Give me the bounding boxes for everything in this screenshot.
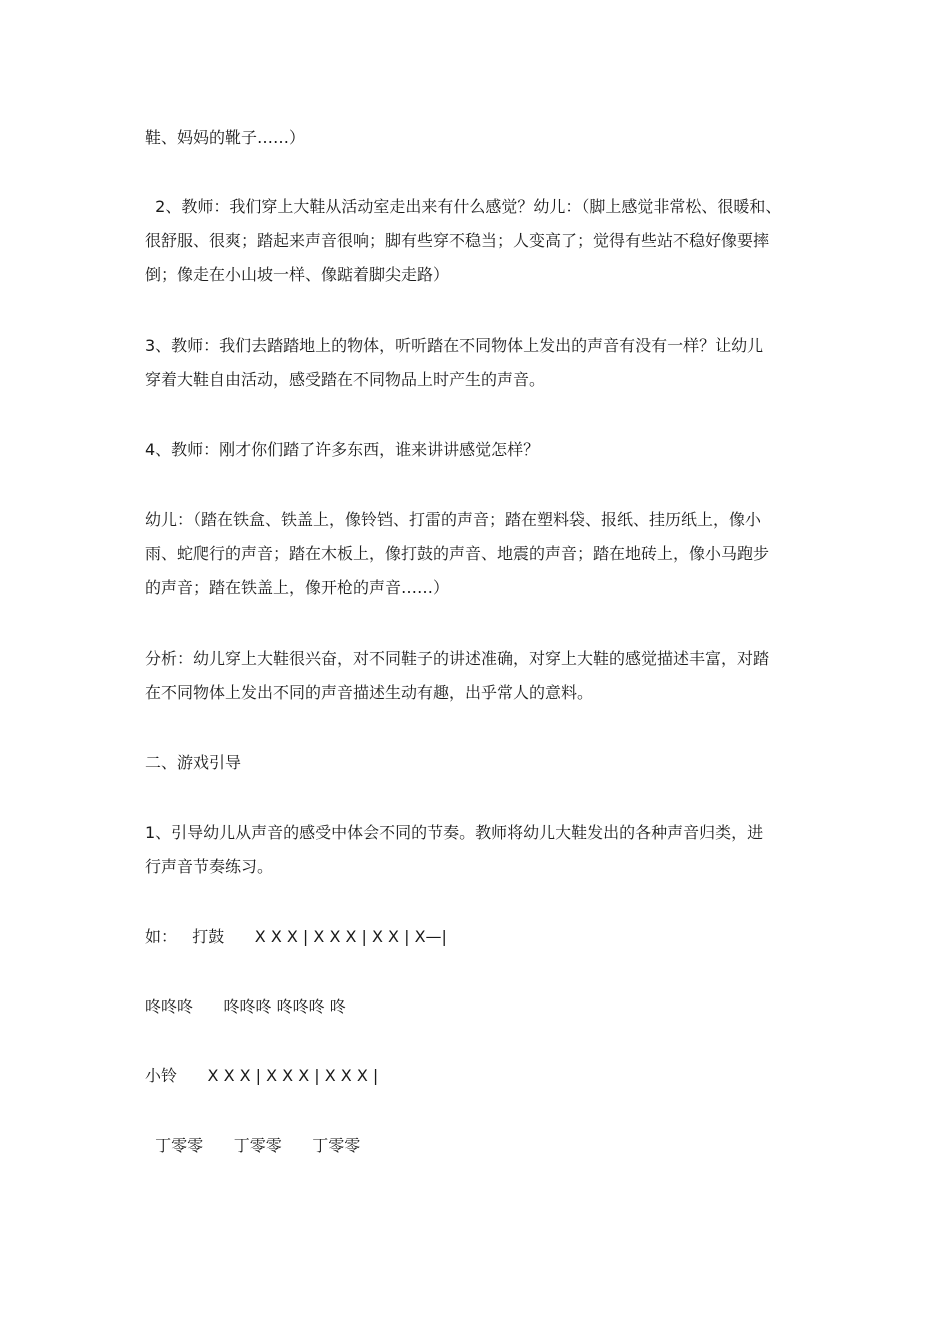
text-line: 3、教师：我们去踏踏地上的物体，听听踏在不同物体上发出的声音有没有一样？让幼儿 [145, 336, 764, 355]
text-line: 二、游戏引导 [145, 753, 242, 772]
paragraph-children-answers [145, 503, 825, 605]
text-line: 很舒服、很爽；踏起来声音很响；脚有些穿不稳当；人变高了；觉得有些站不稳好像要摔 [145, 231, 770, 250]
paragraph-teacher-question-3 [145, 329, 825, 397]
text-line: 倒；像走在小山坡一样、像踮着脚尖走路） [145, 265, 450, 284]
text-line: 穿着大鞋自由活动，感受踏在不同物品上时产生的声音。 [145, 370, 546, 389]
section-heading-game-guide [145, 746, 825, 780]
text-line: 咚咚咚 咚咚咚 咚咚咚 咚 [145, 997, 346, 1016]
rhythm-drum-sound [145, 990, 825, 1024]
text-line: 雨、蛇爬行的声音；踏在木板上，像打鼓的声音、地震的声音；踏在地砖上，像小马跑步 [145, 544, 770, 563]
text-line: 在不同物体上发出不同的声音描述生动有趣，出乎常人的意料。 [145, 683, 594, 702]
paragraph-shoes-continuation [145, 121, 825, 155]
paragraph-teacher-question-4 [145, 433, 825, 467]
text-line: 如： 打鼓 X X X | X X X | X X | X—| [145, 927, 447, 946]
text-line: 丁零零 丁零零 丁零零 [145, 1136, 361, 1155]
rhythm-bell-sound [145, 1129, 825, 1163]
paragraph-rhythm-guide [145, 816, 825, 884]
text-line: 1、引导幼儿从声音的感受中体会不同的节奏。教师将幼儿大鞋发出的各种声音归类，进 [145, 823, 764, 842]
paragraph-analysis [145, 642, 825, 710]
text-line: 鞋、妈妈的靴子……） [145, 128, 306, 147]
text-line: 4、教师：刚才你们踏了许多东西，谁来讲讲感觉怎样？ [145, 440, 540, 459]
text-line: 幼儿：（踏在铁盒、铁盖上，像铃铛、打雷的声音；踏在塑料袋、报纸、挂历纸上，像小 [145, 510, 762, 529]
text-line: 的声音；踏在铁盖上，像开枪的声音……） [145, 578, 450, 597]
text-line: 行声音节奏练习。 [145, 857, 274, 876]
text-line: 小铃 X X X | X X X | X X X | [145, 1066, 379, 1085]
text-line: 2、教师：我们穿上大鞋从活动室走出来有什么感觉？幼儿：（脚上感觉非常松、很暖和、 [145, 197, 782, 216]
rhythm-drum-notation [145, 920, 825, 954]
paragraph-teacher-question-2 [145, 190, 825, 292]
rhythm-bell-notation [145, 1059, 825, 1093]
text-line: 分析：幼儿穿上大鞋很兴奋，对不同鞋子的讲述准确，对穿上大鞋的感觉描述丰富，对踏 [145, 649, 770, 668]
